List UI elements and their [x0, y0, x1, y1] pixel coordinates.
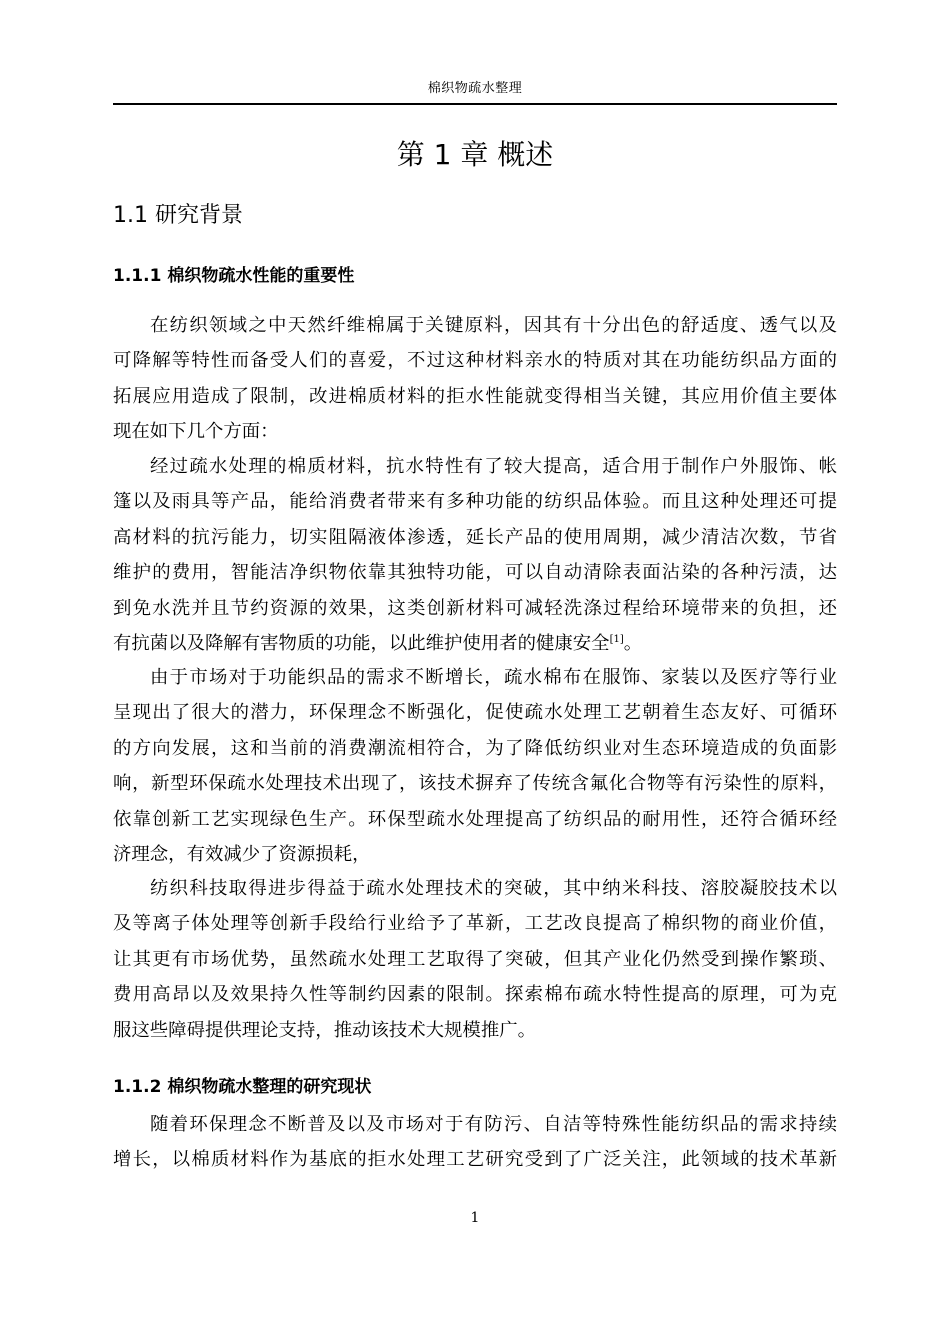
paragraph-1: [113, 308, 837, 450]
paragraph-line: 维护的费用，智能洁净织物依靠其独特功能，可以自动清除表面沾染的各种污渍，达: [113, 562, 837, 584]
section-heading: 1.1 研究背景: [113, 203, 243, 228]
paragraph-line: 服这些障碍提供理论支持，推动该技术大规模推广。: [113, 1019, 536, 1041]
paragraph-line: 济理念，有效减少了资源损耗，: [113, 843, 371, 865]
chapter-title: 第 1 章 概述: [396, 138, 554, 171]
paragraph-line: 依靠创新工艺实现绿色生产。环保型疏水处理提高了纺织品的耐用性，还符合循环经: [113, 808, 837, 830]
paragraph-end-punctuation: 。: [623, 632, 643, 654]
paragraph-line: 篷以及雨具等产品，能给消费者带来有多种功能的纺织品体验。而且这种处理还可提: [113, 491, 837, 513]
subsection-heading-1-1-1: 1.1.1 棉织物疏水性能的重要性: [113, 266, 355, 286]
paragraph-line: 经过疏水处理的棉质材料，抗水特性有了较大提高，适合用于制作户外服饰、帐: [150, 456, 837, 477]
running-header: 棉织物疏水整理: [427, 81, 523, 96]
paragraph-line: 的方向发展，这和当前的消费潮流相符合，为了降低纺织业对生态环境造成的负面影: [113, 737, 837, 759]
paragraph-line: 及等离子体处理等创新手段给行业给予了革新，工艺改良提高了棉织物的商业价值，: [113, 913, 837, 935]
paragraph-line: 由于市场对于功能织品的需求不断增长，疏水棉布在服饰、家装以及医疗等行业: [150, 667, 837, 688]
citation-ref: [1]: [609, 633, 624, 645]
paragraph-line: 在纺织领域之中天然纤维棉属于关键原料，因其有十分出色的舒适度、透气以及: [150, 315, 837, 336]
paragraph-line: 费用高昂以及效果持久性等制约因素的限制。探索棉布疏水特性提高的原理，可为克: [113, 984, 837, 1006]
paragraph-text: 有抗菌以及降解有害物质的功能，以此维护使用者的健康安全: [113, 632, 610, 654]
paragraph-3: [113, 660, 837, 872]
paragraph-line: 到免水洗并且节约资源的效果，这类创新材料可减轻洗涤过程给环境带来的负担，还: [113, 597, 837, 619]
subsection-heading-1-1-2: 1.1.2 棉织物疏水整理的研究现状: [113, 1077, 372, 1097]
header-rule: [113, 103, 837, 105]
paragraph-line: 可降解等特性而备受人们的喜爱，不过这种材料亲水的特质对其在功能纺织品方面的: [113, 350, 837, 372]
paragraph-line: 增长，以棉质材料作为基底的拒水处理工艺研究受到了广泛关注，此领域的技术革新: [113, 1149, 837, 1171]
paragraph-line: 拓展应用造成了限制，改进棉质材料的拒水性能就变得相当关键，其应用价值主要体: [113, 385, 837, 407]
paragraph-line: 随着环保理念不断普及以及市场对于有防污、自洁等特殊性能纺织品的需求持续: [150, 1114, 837, 1135]
paragraph-line-with-citation: [113, 626, 837, 661]
paragraph-4: [113, 871, 837, 1048]
paragraph-2: [113, 449, 837, 661]
paragraph-line: 高材料的抗污能力，切实阻隔液体渗透，延长产品的使用周期，减少清洁次数，节省: [113, 526, 837, 548]
paragraph-line: 现在如下几个方面：: [113, 421, 279, 443]
paragraph-5: [113, 1107, 837, 1178]
paragraph-line: 纺织科技取得进步得益于疏水处理技术的突破，其中纳米科技、溶胶凝胶技术以: [150, 878, 837, 899]
paragraph-line: 让其更有市场优势，虽然疏水处理工艺取得了突破，但其产业化仍然受到操作繁琐、: [113, 948, 837, 970]
paragraph-line: 响，新型环保疏水处理技术出现了，该技术摒弃了传统含氟化合物等有污染性的原料，: [113, 773, 837, 795]
paragraph-line: 呈现出了很大的潜力，环保理念不断强化，促使疏水处理工艺朝着生态友好、可循环: [113, 702, 837, 724]
page-number: 1: [470, 1210, 480, 1226]
